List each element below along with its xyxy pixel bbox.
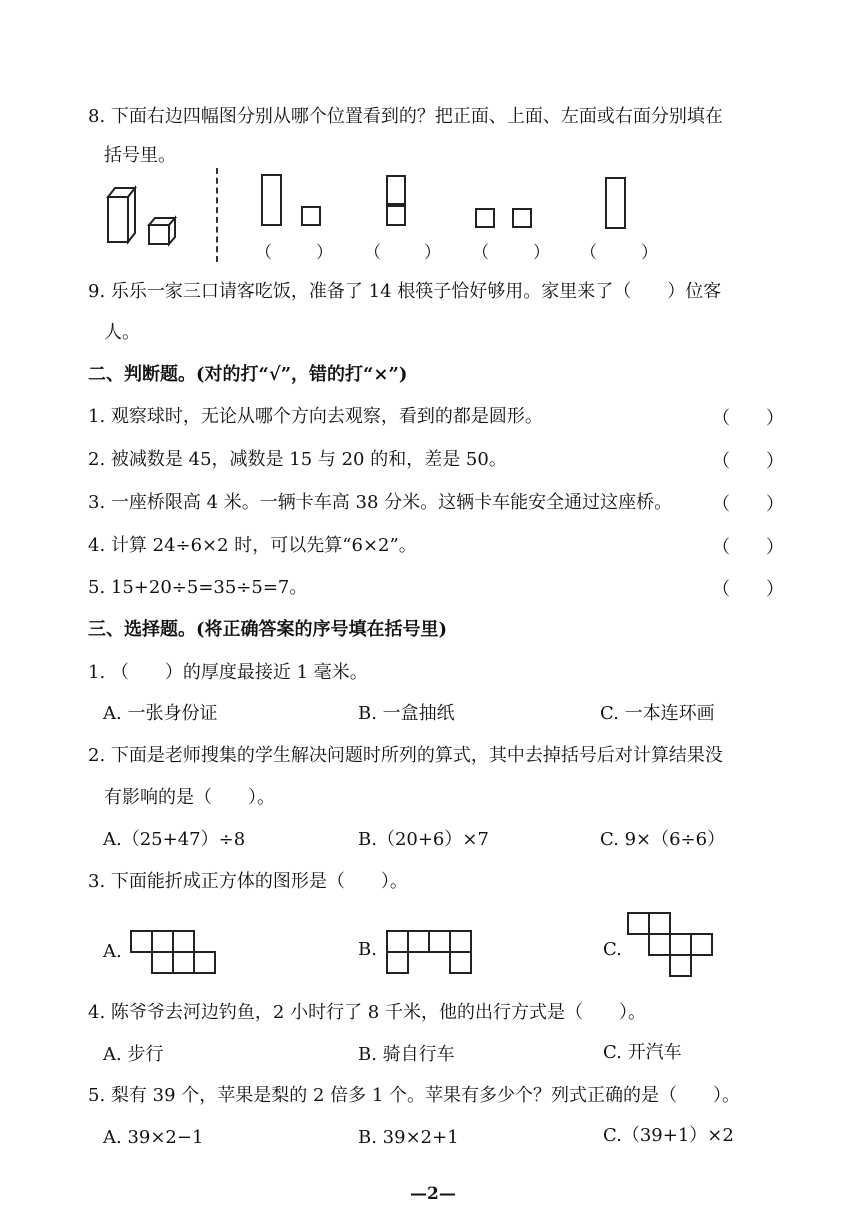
q8-blank4-close: ）: [641, 243, 658, 263]
choice-q2-option-b: B.（20+6）×7: [358, 829, 489, 850]
choice-q3-label-c: C.: [603, 939, 622, 960]
q8-view1-square: [301, 206, 321, 226]
q8-view3-right: [512, 208, 532, 228]
choice-q4-option-c: C. 开汽车: [603, 1042, 682, 1063]
choice-q2-option-a: A.（25+47）÷8: [103, 829, 246, 850]
judge-mark-5: （ ）: [712, 579, 784, 600]
choice-q4-stem: 4. 陈爷爷去河边钓鱼，2 小时行了 8 千米，他的出行方式是（ ）。: [88, 1002, 646, 1023]
choice-q1-stem: 1. （ ）的厚度最接近 1 毫米。: [88, 662, 368, 683]
q8-blank1-open: （: [255, 243, 272, 263]
choice-q3-stem: 3. 下面能折成正方体的图形是（ ）。: [88, 871, 408, 892]
choice-q1-option-b: B. 一盒抽纸: [358, 703, 455, 724]
choice-q5-option-c: C.（39+1）×2: [603, 1125, 734, 1146]
section2-title: 二、判断题。(对的打“√”，错的打“×”): [88, 364, 408, 385]
q8-view1-tall: [261, 174, 282, 226]
judge-item-5: 5. 15+20÷5=35÷5=7。: [88, 577, 308, 598]
q8-view2-bottom: [386, 205, 406, 226]
q8-view4-tall: [605, 177, 626, 229]
q8-divider: [216, 168, 218, 262]
judge-mark-2: （ ）: [712, 451, 784, 472]
choice-q4-option-a: A. 步行: [103, 1044, 164, 1065]
choice-q2-stem-line1: 2. 下面是老师搜集的学生解决问题时所列的算式，其中去掉括号后对计算结果没: [88, 745, 723, 766]
cube-net-b: [386, 930, 476, 975]
judge-item-3: 3. 一座桥限高 4 米。一辆卡车高 38 分米。这辆卡车能安全通过这座桥。: [88, 492, 673, 513]
q8-view3-left: [475, 208, 495, 228]
judge-mark-1: （ ）: [712, 408, 784, 429]
q8-blank3-open: （: [472, 243, 489, 263]
choice-q2-option-c: C. 9×（6÷6）: [600, 829, 726, 850]
choice-q5-option-b: B. 39×2+1: [358, 1127, 459, 1148]
q8-line1: 8. 下面右边四幅图分别从哪个位置看到的？把正面、上面、左面或右面分别填在: [88, 106, 723, 127]
judge-mark-3: （ ）: [712, 494, 784, 515]
q8-solid-figures: [105, 184, 185, 246]
q8-blank4-open: （: [580, 243, 597, 263]
section3-title: 三、选择题。(将正确答案的序号填在括号里): [88, 619, 448, 640]
q9-line2: 人。: [104, 322, 140, 343]
choice-q2-stem-line2: 有影响的是（ ）。: [104, 787, 275, 808]
q8-line2: 括号里。: [104, 145, 176, 166]
choice-q3-label-b: B.: [358, 939, 377, 960]
q8-view2-top: [386, 175, 406, 205]
judge-item-1: 1. 观察球时，无论从哪个方向去观察，看到的都是圆形。: [88, 406, 543, 427]
judge-mark-4: （ ）: [712, 537, 784, 558]
page-number: —2—: [410, 1184, 456, 1204]
judge-item-2: 2. 被减数是 45，减数是 15 与 20 的和，差是 50。: [88, 449, 507, 470]
q9-line1: 9. 乐乐一家三口请客吃饭，准备了 14 根筷子恰好够用。家里来了（ ）位客: [88, 281, 722, 302]
choice-q3-label-a: A.: [103, 941, 122, 962]
q8-blank3-close: ）: [533, 243, 550, 263]
q8-blank2-close: ）: [424, 243, 441, 263]
judge-item-4: 4. 计算 24÷6×2 时，可以先算“6×2”。: [88, 535, 417, 556]
cube-net-c: [627, 912, 717, 978]
q8-blank1-close: ）: [316, 243, 333, 263]
choice-q1-option-c: C. 一本连环画: [600, 703, 715, 724]
cube-net-a: [130, 930, 220, 975]
q8-blank2-open: （: [364, 243, 381, 263]
choice-q4-option-b: B. 骑自行车: [358, 1044, 455, 1065]
choice-q5-stem: 5. 梨有 39 个，苹果是梨的 2 倍多 1 个。苹果有多少个？列式正确的是（ ）。: [88, 1085, 741, 1106]
choice-q1-option-a: A. 一张身份证: [103, 703, 218, 724]
choice-q5-option-a: A. 39×2−1: [103, 1127, 204, 1148]
